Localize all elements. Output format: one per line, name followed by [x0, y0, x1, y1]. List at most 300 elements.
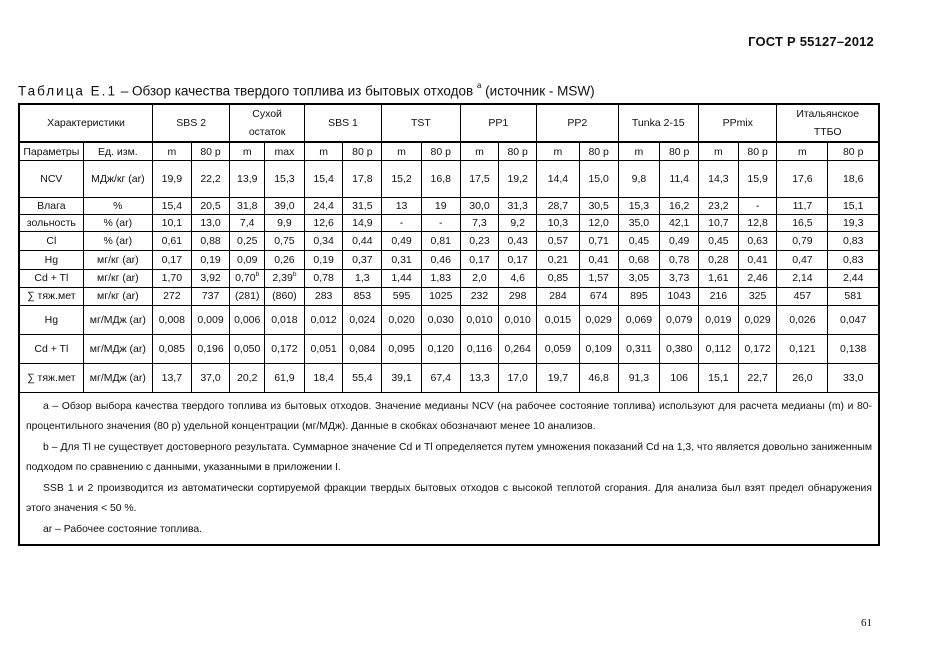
value-cell — [230, 231, 265, 250]
value-cell — [699, 335, 739, 364]
value-text: 895 — [630, 290, 648, 303]
value-text: 12,8 — [747, 216, 768, 229]
value-cell — [191, 305, 230, 334]
value-cell — [738, 197, 777, 214]
value-text: 0,17 — [469, 254, 490, 267]
value-cell — [777, 197, 828, 214]
value-text: 0,63 — [747, 235, 768, 247]
value-text: 31,8 — [236, 199, 258, 212]
param-cell: Hg — [19, 305, 83, 334]
value-text: 0,112 — [705, 343, 732, 356]
value-text: 0,19 — [313, 254, 334, 267]
value-cell — [660, 364, 699, 392]
value-text: 298 — [508, 290, 527, 303]
value-text: 1,83 — [430, 272, 451, 285]
value-text: 14,4 — [547, 172, 569, 185]
value-cell — [382, 231, 422, 250]
value-cell — [699, 305, 739, 334]
value-cell — [777, 305, 828, 334]
value-cell — [304, 335, 343, 364]
value-text: 23,2 — [708, 199, 729, 212]
value-text: 0,26 — [274, 254, 295, 267]
unit-cell: мг/МДж (ar) — [83, 364, 152, 392]
value-text: 0,49 — [668, 235, 690, 247]
unit-cell: % (ar) — [83, 231, 152, 250]
value-cell — [421, 287, 460, 305]
value-cell — [777, 251, 828, 270]
value-cell — [230, 270, 265, 287]
value-cell — [460, 364, 499, 392]
param-cell: NCV — [19, 161, 83, 197]
value-text: 13,3 — [469, 372, 490, 385]
value-text: 0,28 — [708, 254, 729, 267]
value-text: 0,45 — [628, 235, 650, 247]
value-cell — [265, 335, 305, 364]
subheader-unit: Ед. изм. — [83, 142, 152, 160]
param-cell: Влага — [19, 197, 83, 214]
value-cell — [421, 305, 460, 334]
value-text: 216 — [709, 290, 728, 303]
value-text: 22,7 — [747, 372, 768, 385]
value-cell — [660, 335, 699, 364]
note-b: b – Для Tl не существует достоверного результата. Суммарное значение Cd и Tl определяется путем умножения показаний Cd на 1,3, что является довольно заниженным подходом по сравнению с данными, указанными в приложении I. — [26, 441, 872, 474]
value-text: 0,059 — [544, 343, 572, 356]
value-cell — [230, 251, 265, 270]
value-cell — [537, 364, 580, 392]
value-text: - — [399, 216, 404, 229]
value-text: 3,73 — [668, 272, 690, 285]
value-cell — [660, 251, 699, 270]
subheader-cell: 80 p — [828, 142, 879, 160]
param-cell: ∑ тяж.мет — [19, 364, 83, 392]
subheader-cell: m — [618, 142, 660, 160]
value-cell — [460, 335, 499, 364]
value-cell — [191, 364, 230, 392]
value-cell — [777, 161, 828, 197]
value-text: 15,9 — [747, 172, 768, 185]
value-text: 0,46 — [430, 254, 451, 267]
value-cell — [304, 197, 343, 214]
value-text: 0,25 — [236, 235, 258, 247]
value-cell — [660, 197, 699, 214]
subheader-cell: 80 p — [343, 142, 382, 160]
value-text: 0,45 — [708, 235, 729, 247]
value-text: 14,3 — [708, 172, 729, 185]
value-text: 0,78 — [313, 272, 334, 285]
value-cell — [499, 251, 537, 270]
header-characteristics: Характеристики — [19, 104, 152, 142]
value-cell — [265, 214, 305, 231]
value-cell — [579, 287, 618, 305]
value-cell — [660, 231, 699, 250]
footnote-marker: b — [292, 271, 297, 279]
value-text: 3,92 — [200, 272, 221, 285]
value-cell — [382, 287, 422, 305]
value-text: 0,085 — [158, 343, 185, 356]
value-cell — [152, 287, 191, 305]
value-text: 1,61 — [708, 272, 729, 285]
value-cell — [699, 214, 739, 231]
value-cell — [499, 231, 537, 250]
value-text: 19,7 — [547, 372, 569, 385]
value-text: 674 — [589, 290, 608, 303]
value-cell — [152, 214, 191, 231]
value-text: 61,9 — [274, 372, 295, 385]
header-source: Итальянское ТТБО — [777, 104, 879, 142]
value-text: 15,1 — [708, 372, 729, 385]
value-text: 0,19 — [200, 254, 221, 267]
value-text: 31,3 — [507, 199, 528, 212]
value-cell — [265, 251, 305, 270]
value-text: 30,0 — [469, 199, 490, 212]
value-text: 13,0 — [200, 216, 221, 229]
param-cell: ∑ тяж.мет — [19, 287, 83, 305]
unit-cell: МДж/кг (ar) — [83, 161, 152, 197]
value-cell — [343, 287, 382, 305]
value-cell — [499, 364, 537, 392]
value-cell — [777, 335, 828, 364]
subheader-cell: m — [537, 142, 580, 160]
subheader-cell: 80 p — [191, 142, 230, 160]
value-text: 0,47 — [792, 254, 813, 267]
value-text: 7,4 — [239, 216, 255, 229]
value-text: 0,121 — [789, 343, 816, 356]
header-source: SBS 1 — [304, 104, 381, 142]
value-text: 0,095 — [388, 343, 415, 356]
param-cell: Hg — [19, 251, 83, 270]
value-text: 19,3 — [842, 216, 864, 229]
value-cell — [230, 335, 265, 364]
value-text: 33,0 — [842, 372, 864, 385]
value-cell — [460, 251, 499, 270]
value-text: 16,8 — [430, 172, 451, 185]
value-text: 19,2 — [507, 172, 528, 185]
table-body — [19, 104, 879, 392]
value-text: 0,17 — [161, 254, 183, 267]
value-cell — [537, 214, 580, 231]
value-cell — [618, 251, 660, 270]
subheader-cell: m — [460, 142, 499, 160]
value-text: 1,44 — [391, 272, 412, 285]
value-text: 19 — [434, 199, 447, 212]
value-text: 37,0 — [200, 372, 221, 385]
value-text: 0,116 — [466, 343, 493, 356]
table-caption-source: (источник - MSW) — [481, 83, 595, 99]
value-cell — [460, 305, 499, 334]
value-cell — [382, 197, 422, 214]
subheader-cell: 80 p — [579, 142, 618, 160]
table-row — [19, 197, 879, 214]
value-text: 28,7 — [547, 199, 569, 212]
value-cell — [618, 305, 660, 334]
value-cell — [499, 305, 537, 334]
value-text: 0,380 — [666, 343, 693, 356]
value-cell — [738, 287, 777, 305]
value-text: (281) — [234, 290, 260, 303]
value-text: 0,047 — [840, 313, 867, 326]
value-text: 91,3 — [628, 372, 650, 385]
value-cell — [421, 364, 460, 392]
value-text: 0,012 — [310, 313, 337, 326]
value-cell — [660, 161, 699, 197]
param-cell: Cd + Tl — [19, 335, 83, 364]
value-cell — [579, 305, 618, 334]
value-text: 853 — [353, 290, 372, 303]
value-cell — [828, 214, 879, 231]
value-text: 13,7 — [161, 372, 183, 385]
table-row — [19, 364, 879, 392]
value-cell — [191, 161, 230, 197]
value-cell — [265, 231, 305, 250]
value-text: 9,2 — [510, 216, 525, 229]
value-cell — [537, 231, 580, 250]
value-text: 0,85 — [547, 272, 569, 285]
value-cell — [579, 197, 618, 214]
value-cell — [191, 214, 230, 231]
value-cell — [699, 231, 739, 250]
value-cell — [660, 270, 699, 287]
value-text: 0,020 — [388, 313, 415, 326]
value-text: 0,079 — [666, 313, 693, 326]
value-cell — [304, 161, 343, 197]
value-text: 4,6 — [510, 272, 525, 285]
value-text: 20,2 — [236, 372, 258, 385]
value-cell — [537, 305, 580, 334]
value-text: 2,39 — [272, 272, 293, 285]
table-row — [19, 287, 879, 305]
value-text: 1043 — [667, 290, 691, 303]
unit-cell: мг/МДж (ar) — [83, 335, 152, 364]
value-cell — [618, 364, 660, 392]
value-text: 14,9 — [352, 216, 373, 229]
value-cell — [343, 305, 382, 334]
value-cell — [738, 231, 777, 250]
value-text: 2,44 — [842, 272, 864, 285]
value-text: 10,3 — [547, 216, 569, 229]
value-cell — [699, 270, 739, 287]
value-text: 457 — [793, 290, 812, 303]
value-cell — [460, 197, 499, 214]
unit-cell: мг/кг (ar) — [83, 270, 152, 287]
value-cell — [230, 287, 265, 305]
value-cell — [152, 161, 191, 197]
value-cell — [421, 214, 460, 231]
value-text: 0,008 — [158, 313, 185, 326]
value-cell — [537, 161, 580, 197]
value-cell — [738, 364, 777, 392]
value-text: 1,57 — [588, 272, 609, 285]
value-text: 0,09 — [236, 254, 258, 267]
value-cell — [343, 197, 382, 214]
value-cell — [191, 197, 230, 214]
param-cell: Cd + Tl — [19, 270, 83, 287]
unit-cell: мг/кг (ar) — [83, 287, 152, 305]
value-text: 0,019 — [705, 313, 732, 326]
value-text: 232 — [470, 290, 489, 303]
value-text: 0,084 — [349, 343, 376, 356]
value-text: - — [755, 199, 760, 212]
value-cell — [579, 364, 618, 392]
value-text: 30,5 — [588, 199, 609, 212]
value-text: 106 — [670, 372, 688, 385]
value-cell — [343, 214, 382, 231]
value-text: 0,024 — [349, 313, 376, 326]
value-text: 0,172 — [271, 343, 298, 356]
value-text: 2,0 — [472, 272, 487, 285]
value-text: 7,3 — [472, 216, 487, 229]
value-cell — [230, 197, 265, 214]
value-cell — [828, 335, 879, 364]
value-text: 0,43 — [507, 235, 528, 247]
value-text: 0,120 — [427, 343, 454, 356]
value-cell — [304, 287, 343, 305]
subheader-cell: m — [230, 142, 265, 160]
value-cell — [152, 335, 191, 364]
value-cell — [618, 231, 660, 250]
value-cell — [579, 335, 618, 364]
value-text: 22,2 — [200, 172, 221, 185]
value-cell — [618, 287, 660, 305]
param-cell: зольность — [19, 214, 83, 231]
value-cell — [191, 287, 230, 305]
value-text: - — [439, 216, 443, 229]
value-text: 581 — [844, 290, 862, 303]
table-row — [19, 335, 879, 364]
subheader-cell: 80 p — [660, 142, 699, 160]
value-text: 10,1 — [161, 216, 183, 229]
value-cell — [499, 270, 537, 287]
value-text: 15,3 — [274, 172, 295, 185]
value-text: 0,61 — [161, 235, 183, 247]
value-cell — [499, 287, 537, 305]
table-row — [19, 161, 879, 197]
value-text: 3,05 — [628, 272, 650, 285]
value-cell — [499, 214, 537, 231]
value-text: 0,109 — [585, 343, 612, 356]
value-cell — [382, 335, 422, 364]
value-text: 15,0 — [588, 172, 609, 185]
value-text: 13,9 — [236, 172, 258, 185]
value-text: 737 — [201, 290, 220, 303]
value-cell — [304, 231, 343, 250]
value-cell — [499, 161, 537, 197]
value-cell — [304, 364, 343, 392]
value-cell — [421, 270, 460, 287]
table-row — [19, 270, 879, 287]
value-cell — [343, 231, 382, 250]
value-cell — [304, 270, 343, 287]
footnote-marker: b — [255, 271, 260, 279]
subheader-cell: m — [777, 142, 828, 160]
value-text: 11,7 — [792, 199, 813, 212]
header-row — [19, 104, 879, 142]
subheader-param: Параметры — [19, 142, 83, 160]
value-cell — [421, 231, 460, 250]
value-cell — [579, 270, 618, 287]
value-text: 10,7 — [708, 216, 729, 229]
param-cell: Cl — [19, 231, 83, 250]
value-cell — [660, 305, 699, 334]
value-text: 0,81 — [430, 235, 451, 247]
value-text: 15,4 — [161, 199, 183, 212]
value-cell — [660, 287, 699, 305]
value-cell — [265, 161, 305, 197]
value-text: 283 — [314, 290, 333, 303]
value-text: 26,0 — [792, 372, 813, 385]
value-text: 39,0 — [274, 199, 295, 212]
value-text: 46,8 — [588, 372, 609, 385]
subheader-cell: max — [265, 142, 305, 160]
unit-cell: мг/кг (ar) — [83, 251, 152, 270]
value-cell — [738, 270, 777, 287]
table-notes — [19, 392, 879, 545]
value-text: 0,83 — [842, 235, 864, 247]
value-text: 1025 — [429, 290, 453, 303]
value-text: 0,17 — [507, 254, 528, 267]
value-text: 0,79 — [792, 235, 813, 247]
value-text: 0,31 — [391, 254, 412, 267]
value-cell — [460, 287, 499, 305]
value-text: (860) — [272, 290, 297, 303]
value-text: 0,009 — [197, 313, 224, 326]
value-text: 0,018 — [271, 313, 298, 326]
table-caption-label: Таблица Е.1 — [18, 83, 117, 99]
value-text: 67,4 — [430, 372, 451, 385]
value-text: 284 — [549, 290, 567, 303]
value-cell — [828, 197, 879, 214]
value-text: 0,196 — [197, 343, 224, 356]
value-cell — [343, 335, 382, 364]
value-cell — [152, 364, 191, 392]
table-caption-superscript: a — [476, 81, 482, 90]
value-cell — [828, 251, 879, 270]
value-text: 0,41 — [588, 254, 609, 267]
value-text: 2,46 — [747, 272, 768, 285]
value-cell — [579, 231, 618, 250]
value-cell — [660, 214, 699, 231]
subheader-cell: m — [304, 142, 343, 160]
value-cell — [777, 231, 828, 250]
notes-body — [19, 392, 879, 545]
standard-code: ГОСТ Р 55127–2012 — [748, 34, 874, 49]
unit-cell: % — [83, 197, 152, 214]
value-cell — [618, 335, 660, 364]
value-cell — [499, 197, 537, 214]
value-text: 0,006 — [234, 313, 261, 326]
value-cell — [699, 197, 739, 214]
value-text: 0,010 — [504, 313, 531, 326]
value-cell — [304, 305, 343, 334]
value-cell — [230, 305, 265, 334]
table-row — [19, 214, 879, 231]
value-cell — [460, 161, 499, 197]
value-text: 0,21 — [547, 254, 569, 267]
value-text: 0,172 — [744, 343, 771, 356]
value-cell — [191, 270, 230, 287]
value-text: 11,4 — [669, 172, 689, 185]
value-text: 55,4 — [352, 372, 373, 385]
value-text: 0,051 — [310, 343, 337, 356]
header-source: PP2 — [537, 104, 619, 142]
value-text: 1,3 — [355, 272, 370, 285]
value-text: 35,0 — [628, 216, 650, 229]
value-cell — [828, 270, 879, 287]
value-cell — [230, 364, 265, 392]
value-cell — [777, 214, 828, 231]
value-cell — [738, 335, 777, 364]
table-row — [19, 305, 879, 334]
value-text: 0,311 — [626, 343, 652, 356]
